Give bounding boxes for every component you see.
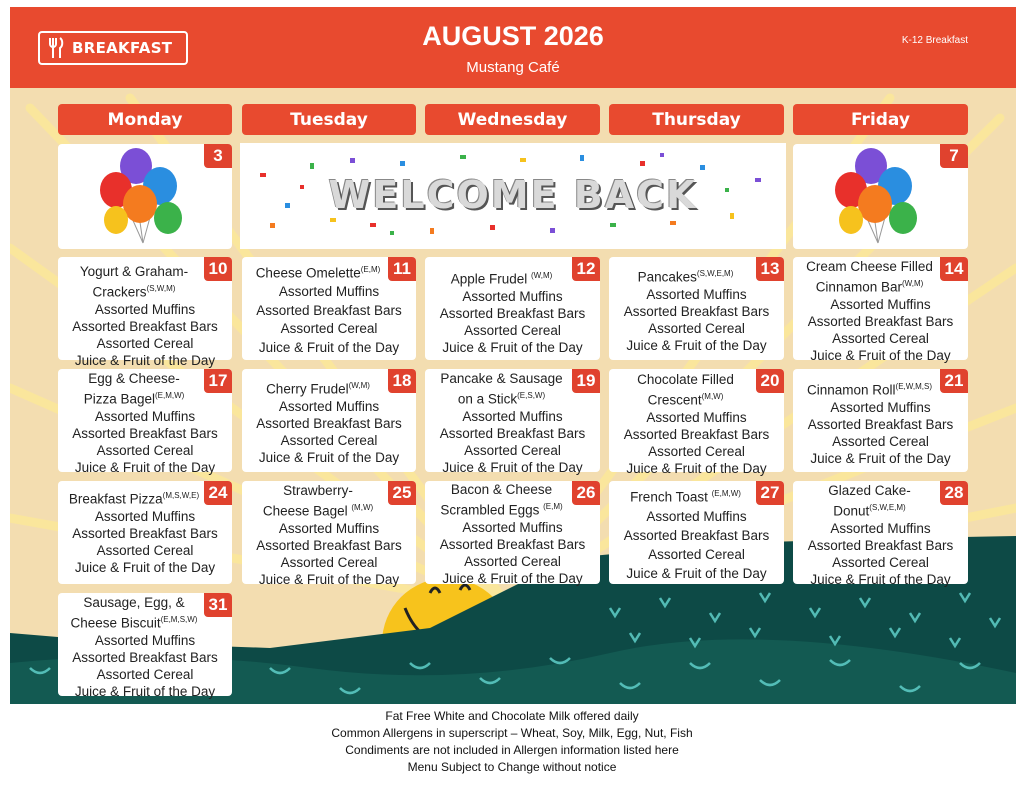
date-number: 25 <box>388 481 416 505</box>
menu-item: Juice & Fruit of the Day <box>442 339 583 355</box>
menu-entree: Crescent <box>647 392 702 408</box>
menu-item: Juice & Fruit of the Day <box>810 450 951 466</box>
menu-entree: Crackers <box>92 284 147 300</box>
footer-line: Common Allergens in superscript – Wheat, Soy, Milk, Egg, Nut, Fish <box>331 726 693 740</box>
menu-item: Juice & Fruit of the Day <box>74 683 216 699</box>
menu-item: Assorted Muffins <box>278 284 380 299</box>
menu-item: Assorted Breakfast Bars <box>72 318 218 334</box>
menu-item: Juice & Fruit of the Day <box>74 459 216 475</box>
menu-item: Assorted Cereal <box>464 553 561 569</box>
menu-item: Assorted Muffins <box>830 296 931 312</box>
menu-item: Assorted Breakfast Bars <box>72 525 218 541</box>
menu-entree: Cream Cheese Filled <box>806 259 933 274</box>
allergen-codes: (E,W,M,S) <box>895 382 932 391</box>
day-cell-21 <box>793 369 968 472</box>
menu-item: Assorted Muffins <box>278 398 380 414</box>
allergen-codes: (S,W,E,M) <box>869 503 906 512</box>
day-cell-13 <box>609 257 784 360</box>
allergen-codes: (E,M,S,W) <box>160 615 198 624</box>
menu-item: Assorted Breakfast Bars <box>807 416 954 432</box>
menu-entree: Pizza Bagel <box>83 391 155 407</box>
allergen-codes: (E,M,W) <box>154 391 185 400</box>
allergen-codes: (W,M) <box>530 271 553 280</box>
day-cell-28 <box>793 481 968 587</box>
footer-line: Menu Subject to Change without notice <box>407 760 617 774</box>
date-number: 7 <box>940 144 968 168</box>
day-cell-26 <box>425 481 600 584</box>
date-number: 13 <box>756 257 784 281</box>
day-header-friday: Friday <box>793 104 968 135</box>
menu-item: Assorted Breakfast Bars <box>807 313 954 329</box>
menu-entree: Cinnamon Bar <box>815 279 902 295</box>
day-cell-18 <box>242 369 416 472</box>
menu-item: Juice & Fruit of the Day <box>810 571 951 587</box>
menu-item: Assorted Breakfast Bars <box>807 537 954 553</box>
menu-item: Assorted Cereal <box>96 442 194 458</box>
allergen-codes: (S,W,E,M) <box>696 269 734 278</box>
menu-entree: Breakfast Pizza <box>68 491 163 507</box>
allergen-codes: (M,W) <box>351 503 374 512</box>
balloons-icon <box>98 148 188 248</box>
welcome-back-banner <box>240 143 786 249</box>
page-subtitle: Mustang Café <box>466 59 560 76</box>
menu-item: Assorted Breakfast Bars <box>623 527 770 543</box>
menu-entree: Donut <box>833 503 870 519</box>
menu-entree: Strawberry- <box>283 483 353 498</box>
menu-entree: Apple Frudel <box>450 271 531 287</box>
menu-entree: Egg & Cheese- <box>88 371 180 386</box>
menu-item: Assorted Cereal <box>648 320 745 336</box>
menu-item: Assorted Cereal <box>464 322 561 338</box>
menu-item: Assorted Cereal <box>832 554 929 570</box>
menu-entree: Pancake & Sausage <box>440 371 563 386</box>
day-cell-20 <box>609 369 784 476</box>
menu-item: Assorted Cereal <box>280 432 378 448</box>
menu-item: Juice & Fruit of the Day <box>810 347 951 363</box>
allergen-codes: (M,S,W,E) <box>162 491 200 500</box>
day-header-wednesday: Wednesday <box>425 104 600 135</box>
day-cell-19 <box>425 369 600 475</box>
day-cell-31 <box>58 593 232 699</box>
menu-entree: Bacon & Cheese <box>450 482 553 497</box>
footer-line: Fat Free White and Chocolate Milk offered daily <box>385 709 639 723</box>
menu-item: Assorted Breakfast Bars <box>256 537 402 553</box>
menu-item: Assorted Muffins <box>830 399 931 415</box>
menu-entree: Cheese Biscuit <box>70 615 161 631</box>
menu-item: Juice & Fruit of the Day <box>626 460 767 476</box>
date-number: 27 <box>756 481 784 505</box>
day-cell-11 <box>242 257 416 360</box>
menu-item: Assorted Cereal <box>648 546 745 562</box>
menu-item: Assorted Muffins <box>94 632 196 648</box>
day-cell-24 <box>58 481 232 584</box>
menu-item: Assorted Muffins <box>462 519 563 535</box>
allergen-codes: (E,M,W) <box>711 489 741 498</box>
menu-item: Juice & Fruit of the Day <box>442 570 583 586</box>
menu-item: Assorted Cereal <box>832 330 929 346</box>
date-number: 31 <box>204 593 232 617</box>
menu-item: Juice & Fruit of the Day <box>626 565 767 581</box>
logo-label: BREAKFAST <box>72 39 173 57</box>
menu-item: Assorted Muffins <box>646 409 747 425</box>
day-cell-10 <box>58 257 232 368</box>
menu-item: Assorted Breakfast Bars <box>623 303 770 319</box>
menu-entree: Sausage, Egg, & <box>83 595 185 610</box>
menu-item: Assorted Muffins <box>462 288 563 304</box>
allergen-codes: (E,S,W) <box>517 391 546 400</box>
menu-item: Juice & Fruit of the Day <box>74 559 216 575</box>
menu-item: Assorted Breakfast Bars <box>623 426 770 442</box>
menu-item: Assorted Muffins <box>646 508 747 524</box>
menu-item: Assorted Breakfast Bars <box>72 425 218 441</box>
menu-item: Assorted Breakfast Bars <box>256 302 402 318</box>
menu-item: Assorted Muffins <box>462 408 563 424</box>
allergen-codes: (E,M) <box>360 265 381 274</box>
date-number: 12 <box>572 257 600 281</box>
menu-item: Juice & Fruit of the Day <box>442 459 583 475</box>
footer-line: Condiments are not included in Allergen information listed here <box>345 743 679 757</box>
day-cell-17 <box>58 369 232 475</box>
menu-item: Assorted Muffins <box>278 520 380 536</box>
menu-item: Assorted Muffins <box>94 301 196 317</box>
date-number: 20 <box>756 369 784 393</box>
menu-item: Juice & Fruit of the Day <box>626 337 767 353</box>
menu-entree: Glazed Cake- <box>828 483 911 498</box>
allergen-codes: (W,M) <box>901 279 924 288</box>
menu-item: Assorted Cereal <box>96 666 194 682</box>
menu-entree: Cinnamon Roll <box>807 382 896 398</box>
menu-item: Juice & Fruit of the Day <box>74 352 216 368</box>
header-banner <box>10 7 1016 88</box>
menu-item: Assorted Cereal <box>280 321 378 336</box>
menu-item: Assorted Muffins <box>94 408 196 424</box>
menu-item: Juice & Fruit of the Day <box>258 571 400 587</box>
menu-item: Assorted Breakfast Bars <box>439 536 586 552</box>
day-cell-3 <box>58 144 232 249</box>
day-cell-7 <box>793 144 968 249</box>
date-number: 21 <box>940 369 968 393</box>
balloons-icon <box>833 148 923 248</box>
menu-item: Assorted Breakfast Bars <box>72 649 218 665</box>
allergen-codes: (W,M) <box>348 381 370 390</box>
allergen-codes: (E,M) <box>543 502 563 511</box>
menu-item: Juice & Fruit of the Day <box>258 449 400 465</box>
day-header-thursday: Thursday <box>609 104 784 135</box>
date-number: 18 <box>388 369 416 393</box>
welcome-back-text: WELCOME BACK <box>328 173 698 217</box>
menu-item: Assorted Breakfast Bars <box>439 305 586 321</box>
date-number: 17 <box>204 369 232 393</box>
menu-item: Assorted Muffins <box>830 520 931 536</box>
day-cell-25 <box>242 481 416 587</box>
menu-item: Assorted Cereal <box>280 554 378 570</box>
menu-item: Assorted Breakfast Bars <box>439 425 586 441</box>
date-number: 3 <box>204 144 232 168</box>
menu-item: Assorted Muffins <box>94 508 196 524</box>
page-title: AUGUST 2026 <box>422 21 604 51</box>
menu-item: Assorted Muffins <box>646 286 747 302</box>
date-number: 24 <box>204 481 232 505</box>
date-number: 19 <box>572 369 600 393</box>
menu-entree: Cheese Omelette <box>255 265 361 281</box>
menu-item: Assorted Cereal <box>96 542 194 558</box>
menu-item: Assorted Cereal <box>648 443 745 459</box>
menu-entree: Chocolate Filled <box>637 372 734 387</box>
menu-type-tag: K-12 Breakfast <box>901 35 968 46</box>
footer-notes <box>0 708 1024 776</box>
day-cell-14 <box>793 257 968 363</box>
date-number: 11 <box>388 257 416 281</box>
menu-item: Assorted Cereal <box>96 335 194 351</box>
date-number: 10 <box>204 257 232 281</box>
menu-entree: Scrambled Eggs <box>440 502 544 518</box>
date-number: 28 <box>940 481 968 505</box>
date-number: 26 <box>572 481 600 505</box>
allergen-codes: (S,W,M) <box>146 284 176 293</box>
date-number: 14 <box>940 257 968 281</box>
allergen-codes: (M,W) <box>701 392 724 401</box>
menu-item: Assorted Cereal <box>464 442 561 458</box>
menu-entree: French Toast <box>630 489 712 505</box>
menu-entree: on a Stick <box>457 391 518 407</box>
menu-item: Assorted Cereal <box>832 433 929 449</box>
menu-entree: Yogurt & Graham- <box>79 264 189 279</box>
day-header-monday: Monday <box>58 104 232 135</box>
menu-entree: Cheese Bagel <box>262 503 352 519</box>
day-header-tuesday: Tuesday <box>242 104 416 135</box>
menu-item: Juice & Fruit of the Day <box>258 339 400 355</box>
day-cell-12 <box>425 257 600 360</box>
menu-entree: Pancakes <box>637 269 697 285</box>
menu-entree: Cherry Frudel <box>266 381 349 397</box>
day-cell-27 <box>609 481 784 584</box>
menu-item: Assorted Breakfast Bars <box>256 415 402 431</box>
